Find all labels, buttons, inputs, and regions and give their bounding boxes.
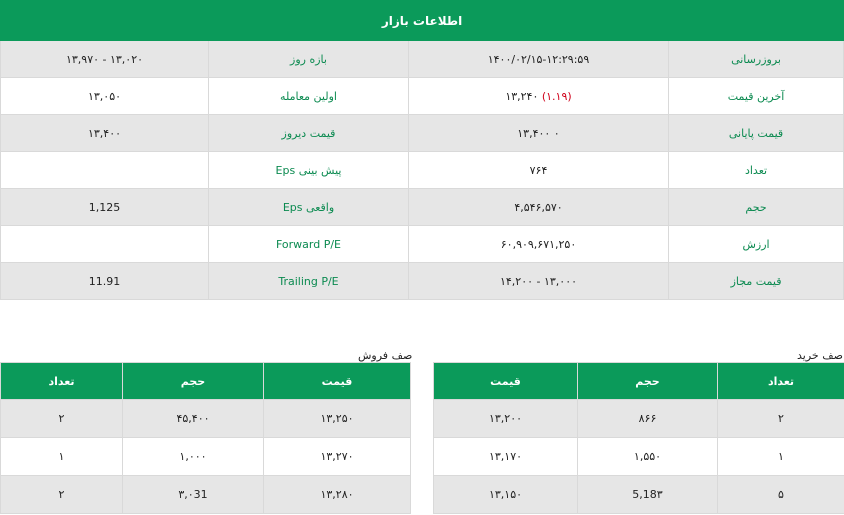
table-row — [434, 476, 844, 514]
buy-volume-cell: 5,18۳ — [578, 476, 718, 514]
day-range-label: بازه روز — [209, 41, 409, 78]
buy-count-cell: ۵ — [718, 476, 844, 514]
sell-price-cell: ۱۳,۲۸۰ — [264, 476, 411, 514]
volume-label: حجم — [669, 189, 844, 226]
buy-price-cell: ۱۳,۱۵۰ — [434, 476, 578, 514]
eps-actual-label: Eps واقعی — [209, 189, 409, 226]
volume-value: ۴,۵۴۶,۵۷۰ — [409, 189, 669, 226]
sell-price-cell: ۱۳,۲۷۰ — [264, 438, 411, 476]
table-row — [1, 41, 844, 78]
table-row — [1, 400, 411, 438]
trade-count-label: تعداد — [669, 152, 844, 189]
table-row — [1, 263, 844, 300]
buy-volume-header: حجم — [578, 363, 718, 400]
buy-count-header: تعداد — [718, 363, 844, 400]
sell-volume-header: حجم — [123, 363, 264, 400]
allowed-price-value: ۱۴,۲۰۰ - ۱۳,۰۰۰ — [409, 263, 669, 300]
day-range-value: ۱۳,۹۷۰ - ۱۳,۰۲۰ — [1, 41, 209, 78]
yesterday-price-value: ۱۳,۴۰۰ — [1, 115, 209, 152]
table-row — [434, 438, 844, 476]
table-row — [1, 152, 844, 189]
buy-price-cell: ۱۳,۱۷۰ — [434, 438, 578, 476]
forward-pe-label: Forward P/E — [209, 226, 409, 263]
closing-price-value: ۱۳,۴۰۰ ۰ — [409, 115, 669, 152]
table-row — [1, 438, 411, 476]
buy-queue-label: صف خرید — [797, 349, 843, 362]
forward-pe-value — [1, 226, 209, 263]
buy-price-header: قیمت — [434, 363, 578, 400]
last-price-change: (۱.۱۹) — [541, 89, 572, 103]
allowed-price-label: قیمت مجاز — [669, 263, 844, 300]
sell-volume-cell: ۱,۰۰۰ — [123, 438, 264, 476]
sell-count-header: تعداد — [1, 363, 123, 400]
table-row — [1, 189, 844, 226]
closing-price-label: قیمت پایانی — [669, 115, 844, 152]
trailing-pe-value: 11.91 — [1, 263, 209, 300]
sell-price-cell: ۱۳,۲۵۰ — [264, 400, 411, 438]
eps-forecast-label: Eps پیش بینی — [209, 152, 409, 189]
table-row — [1, 226, 844, 263]
value-traded-value: ۶۰,۹۰۹,۶۷۱,۲۵۰ — [409, 226, 669, 263]
table-row — [1, 115, 844, 152]
eps-actual-value: 1,125 — [1, 189, 209, 226]
sell-volume-cell: ۴۵,۴۰۰ — [123, 400, 264, 438]
last-price-label: آخرین قیمت — [669, 78, 844, 115]
buy-count-cell: ۲ — [718, 400, 844, 438]
sell-price-header: قیمت — [264, 363, 411, 400]
buy-price-cell: ۱۳,۲۰۰ — [434, 400, 578, 438]
buy-volume-cell: ۱,۵۵۰ — [578, 438, 718, 476]
eps-forecast-value — [1, 152, 209, 189]
yesterday-price-label: قیمت دیروز — [209, 115, 409, 152]
sell-count-cell: ۲ — [1, 476, 123, 514]
sell-count-cell: ۱ — [1, 438, 123, 476]
table-row — [1, 78, 844, 115]
sell-volume-cell: ۳,۰31 — [123, 476, 264, 514]
sell-queue-table — [0, 362, 411, 514]
buy-count-cell: ۱ — [718, 438, 844, 476]
trailing-pe-label: Trailing P/E — [209, 263, 409, 300]
first-trade-label: اولین معامله — [209, 78, 409, 115]
buy-queue-table — [433, 362, 844, 514]
last-price-main: ۱۳,۲۴۰ — [505, 89, 539, 103]
sell-queue-label: صف فروش — [358, 349, 413, 362]
first-trade-value: ۱۳,۰۵۰ — [1, 78, 209, 115]
sell-count-cell: ۲ — [1, 400, 123, 438]
buy-volume-cell: ۸۶۶ — [578, 400, 718, 438]
table-row — [1, 476, 411, 514]
last-price-value — [409, 78, 669, 115]
update-time-value: ۱۴۰۰/۰۲/۱۵-۱۲:۲۹:۵۹ — [409, 41, 669, 78]
value-traded-label: ارزش — [669, 226, 844, 263]
update-time-label: بروزرسانی — [669, 41, 844, 78]
market-info-title: اطلاعات بازار — [1, 1, 844, 41]
trade-count-value: ۷۶۴ — [409, 152, 669, 189]
table-row — [434, 400, 844, 438]
